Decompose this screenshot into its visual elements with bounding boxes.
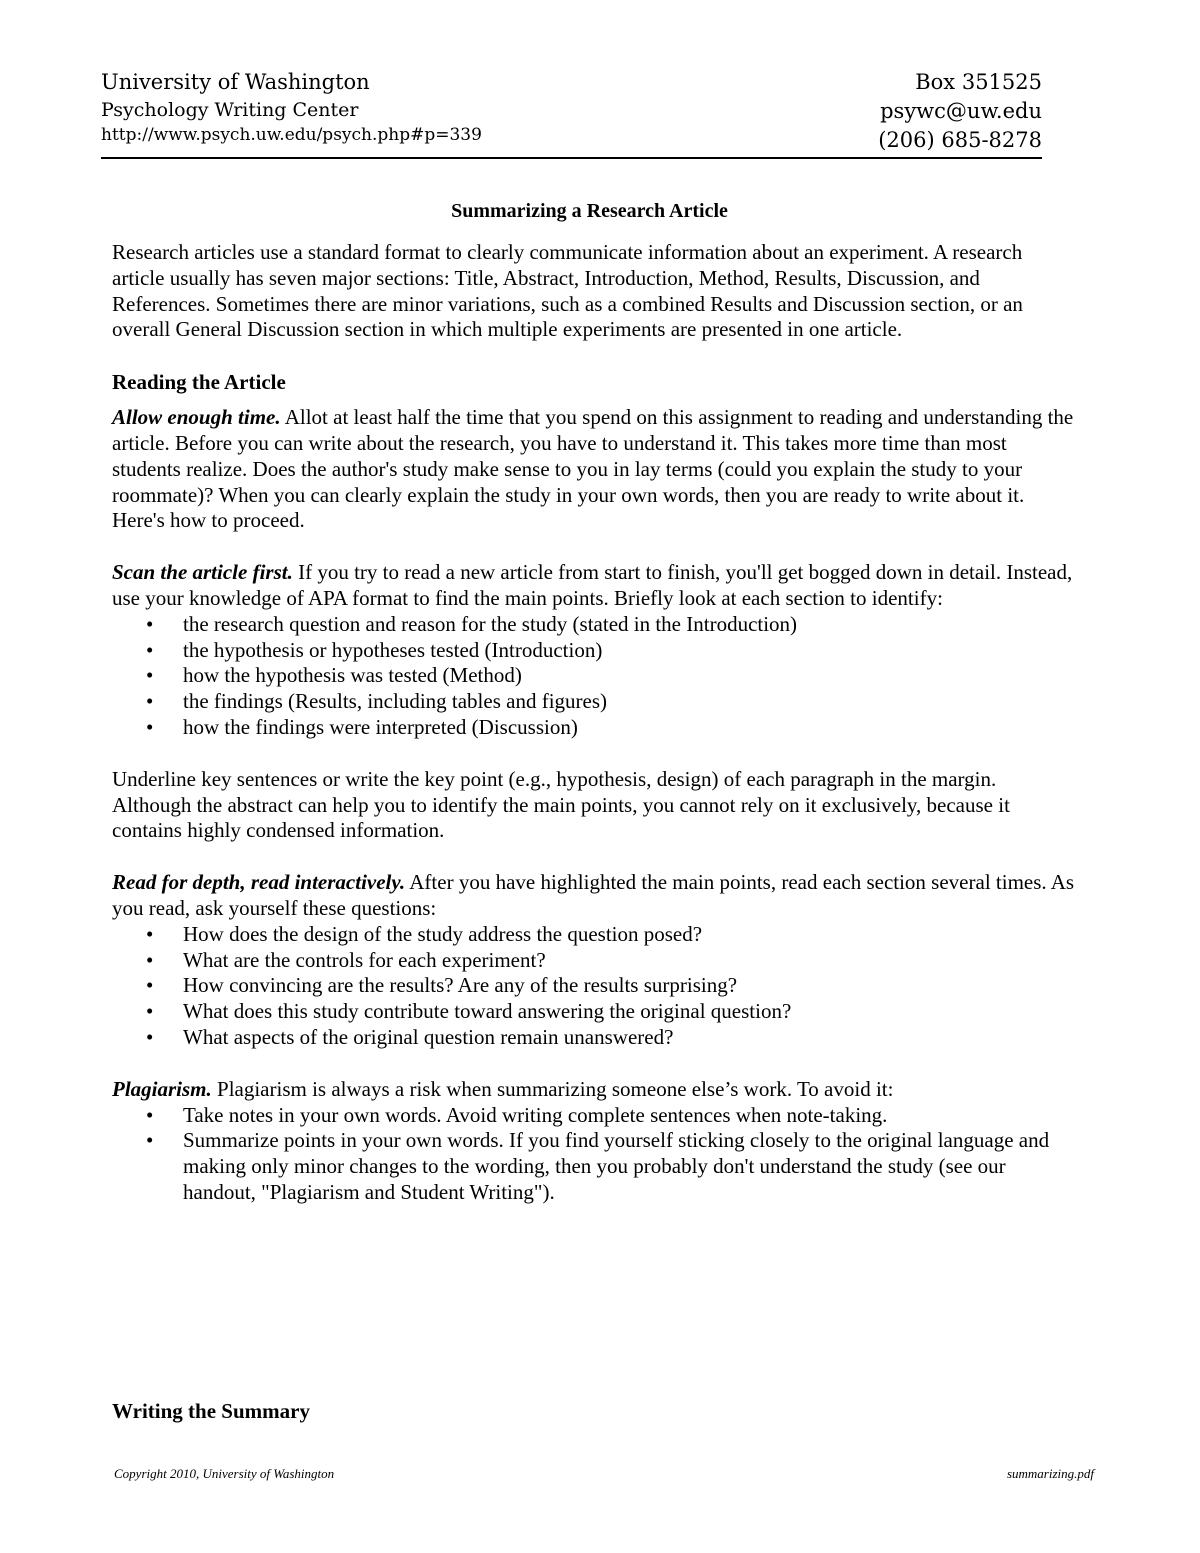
phone-number: (206) 685-8278 — [878, 128, 1042, 152]
center-name: Psychology Writing Center — [101, 99, 359, 121]
letterhead-right — [878, 68, 1042, 155]
list-item: • Summarize points in your own words. If you find yourself sticking closely to the original language and making only minor changes to the wording, then you probably don't understand the study (see our handout, "Plagiarism and Student Writing"). — [146, 1128, 1050, 1204]
footer-filename: summarizing.pdf — [1006, 1466, 1094, 1481]
list-item: • How does the design of the study address the question posed? — [146, 921, 703, 946]
plagiarism-text: Plagiarism is always a risk when summarizing someone else’s work. To avoid it: — [211, 1076, 894, 1101]
allow-time-lead: Allow enough time. — [112, 405, 281, 430]
depth-lead: Read for depth, read interactively. — [112, 870, 406, 895]
plagiarism-lead: Plagiarism. — [112, 1076, 212, 1101]
bullet-icon: • — [146, 611, 154, 636]
bullet-icon: • — [146, 947, 154, 972]
depth-paragraph — [112, 870, 1077, 922]
list-item: • What does this study contribute toward answering the original question? — [146, 999, 792, 1024]
bullet-icon: • — [146, 1024, 154, 1049]
document-body — [112, 198, 1077, 1206]
footer-copyright: Copyright 2010, University of Washington — [114, 1466, 335, 1481]
allow-time-paragraph — [112, 405, 1077, 534]
bullet-icon: • — [146, 637, 154, 662]
center-url[interactable]: http://www.psych.uw.edu/psych.php#p=339 — [101, 125, 482, 145]
email-address[interactable]: psywc@uw.edu — [880, 99, 1042, 123]
allow-time-text: Allot at least half the time that you spend on this assignment to reading and understanding the article. Before you can write about the research, you have to understand it. This takes more time than most students realize. Does the author's study make sense to you in lay terms (could you explain the study to your roommate)? When you can clearly explain the study in your own words, then you are ready to write about it. Here's how to proceed. — [112, 405, 1074, 533]
list-item: • how the hypothesis was tested (Method) — [146, 663, 522, 688]
list-item: • the research question and reason for the study (stated in the Introduction) — [146, 611, 798, 636]
depth-text: After you have highlighted the main points, read each section several times. As you read, ask yourself these questions: — [112, 870, 1075, 920]
list-item: • the findings (Results, including tables and figures) — [146, 689, 608, 714]
section-heading-reading: Reading the Article — [112, 370, 286, 395]
institution-name: University of Washington — [101, 70, 370, 94]
bullet-icon: • — [146, 999, 154, 1024]
list-item: • Take notes in your own words. Avoid writing complete sentences when note-taking. — [146, 1102, 888, 1127]
scan-lead: Scan the article first. — [112, 560, 293, 585]
bullet-icon: • — [146, 1128, 154, 1153]
bullet-icon: • — [146, 973, 154, 998]
bullet-icon: • — [146, 714, 154, 739]
underline-paragraph: Underline key sentences or write the key point (e.g., hypothesis, design) of each paragraph in the margin. Although the abstract can help you to identify the main points, you cannot rely on it exclusively, because it contains highly condensed information. — [112, 766, 1010, 843]
mail-box: Box 351525 — [915, 70, 1042, 94]
section-heading-writing: Writing the Summary — [112, 1399, 310, 1423]
list-item: • What aspects of the original question remain unanswered? — [146, 1024, 674, 1049]
bullet-icon: • — [146, 689, 154, 714]
letterhead-left — [101, 68, 482, 155]
scan-paragraph — [112, 560, 1077, 612]
list-item: • How convincing are the results? Are any of the results surprising? — [146, 973, 738, 998]
bullet-icon: • — [146, 663, 154, 688]
scan-list — [112, 612, 1077, 741]
list-item: • What are the controls for each experiment? — [146, 947, 546, 972]
list-item: • the hypothesis or hypotheses tested (Introduction) — [146, 637, 603, 662]
plagiarism-paragraph — [112, 1077, 1077, 1103]
bullet-icon: • — [146, 921, 154, 946]
intro-paragraph: Research articles use a standard format to clearly communicate information about an experiment. A research article usually has seven major sections: Title, Abstract, Introduction, Method, Results, Discussion, and References. Sometimes there are minor variations, such as a combined Results and Discussion section, or an overall General Discussion section in which multiple experiments are presented in one article. — [112, 240, 1023, 342]
list-item: • how the findings were interpreted (Discussion) — [146, 714, 578, 739]
page-title: Summarizing a Research Article — [451, 200, 728, 222]
letterhead — [101, 68, 1042, 159]
bullet-icon: • — [146, 1102, 154, 1127]
scan-text: If you try to read a new article from start to finish, you'll get bogged down in detail. Instead, use your knowledge of APA format to find the main points. Briefly look at each section to identify: — [112, 560, 1073, 610]
plagiarism-list — [112, 1103, 1077, 1206]
page-footer — [114, 1466, 1094, 1482]
depth-list — [112, 922, 1077, 1051]
